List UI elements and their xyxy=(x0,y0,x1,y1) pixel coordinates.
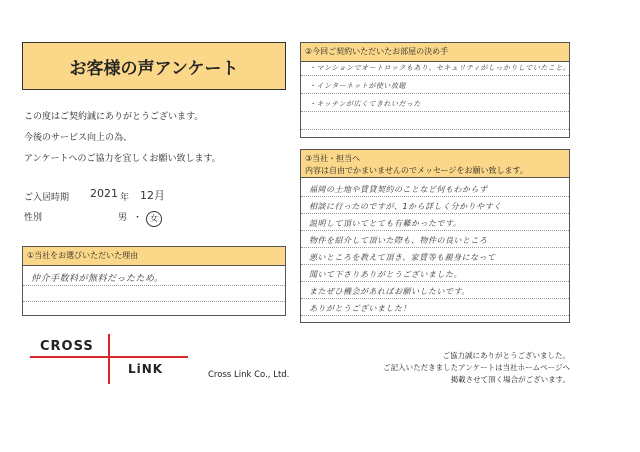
reason-answer: 仲介手数料が無料だったため。 xyxy=(31,274,164,284)
gender-male: 男 xyxy=(118,213,128,223)
ruled-line xyxy=(23,301,285,302)
intro-line-2: 今後のサービス向上の為、 xyxy=(24,133,133,143)
logo-red-horizontal xyxy=(30,356,188,358)
ruled-line xyxy=(301,111,569,112)
message-box xyxy=(300,149,570,323)
logo-red-vertical xyxy=(108,334,110,384)
gender-dot: ・ xyxy=(133,213,143,223)
intro-line-1: この度はご契約誠にありがとうございます。 xyxy=(24,112,204,122)
message-header-line-2: 内容は自由でかまいませんのでメッセージをお願い致します。 xyxy=(305,166,528,175)
survey-title-box xyxy=(22,42,286,90)
logo-cross-text: CROSS xyxy=(40,339,94,354)
ruled-line xyxy=(301,281,569,282)
ruled-line xyxy=(301,247,569,248)
deciding-factor-box xyxy=(300,42,570,138)
message-line-4: 物件を紹介して頂いた際も、物件の良いところ xyxy=(309,236,488,245)
ruled-line xyxy=(301,196,569,197)
message-line-2: 相談に行ったのですが、1から詳しく分かりやすく xyxy=(309,202,502,211)
gender-label: 性別 xyxy=(24,213,43,223)
page-title: お客様の声アンケート xyxy=(69,58,239,79)
gender-female: 女 xyxy=(146,211,162,227)
ruled-line xyxy=(301,264,569,265)
ruled-line xyxy=(301,129,569,130)
logo-link-text: LiNK xyxy=(128,362,164,376)
message-header-line-1: ③当社・担当へ xyxy=(305,154,361,163)
move-in-month: 12月 xyxy=(140,189,165,202)
reason-header: ①当社をお選びいただいた理由 xyxy=(23,247,285,266)
message-line-8: ありがとうございました！ xyxy=(309,304,411,313)
footer-line-3: 掲載させて頂く場合がございます。 xyxy=(450,375,570,384)
message-line-5: 悪いところを教えて頂き、家賃等も親身になって xyxy=(309,253,496,262)
deciding-factor-header: ②今回ご契約いただいたお部屋の決め手 xyxy=(301,43,569,62)
company-logo xyxy=(30,334,190,384)
ruled-line xyxy=(301,213,569,214)
footer-line-2: ご記入いただきましたアンケートは当社ホームページへ xyxy=(383,363,570,372)
ruled-line xyxy=(23,285,285,286)
move-in-year: 2021 xyxy=(90,187,118,200)
footer-line-1: ご協力誠にありがとうございました。 xyxy=(442,351,570,360)
ruled-line xyxy=(301,93,569,94)
year-unit: 年 xyxy=(120,193,130,203)
ruled-line xyxy=(301,230,569,231)
message-line-1: 福岡の土地や賃貸契約のことなど何もわからず xyxy=(309,185,488,194)
deciding-item-2: ・インターネットが使い放題 xyxy=(309,82,406,90)
company-name: Cross Link Co., Ltd. xyxy=(208,370,290,380)
message-line-3: 説明して頂いてとても有難かったです。 xyxy=(309,219,462,228)
intro-line-3: アンケートへのご協力を宜しくお願い致します。 xyxy=(24,154,221,164)
gender-female-circled xyxy=(146,206,162,227)
message-line-6: 聞いて下さりありがとうございました。 xyxy=(309,270,462,279)
deciding-item-1: ・マンションでオートロックもあり、セキュリティがしっかりしていたこと。 xyxy=(309,64,571,72)
ruled-line xyxy=(301,75,569,76)
message-header xyxy=(301,150,569,178)
reason-box xyxy=(22,246,286,316)
message-line-7: またぜひ機会があればお願いしたいです。 xyxy=(309,287,470,296)
ruled-line xyxy=(301,298,569,299)
deciding-item-3: ・キッチンが広くてきれいだった xyxy=(309,100,422,108)
move-in-label: ご入居時期 xyxy=(24,193,70,203)
ruled-line xyxy=(301,315,569,316)
